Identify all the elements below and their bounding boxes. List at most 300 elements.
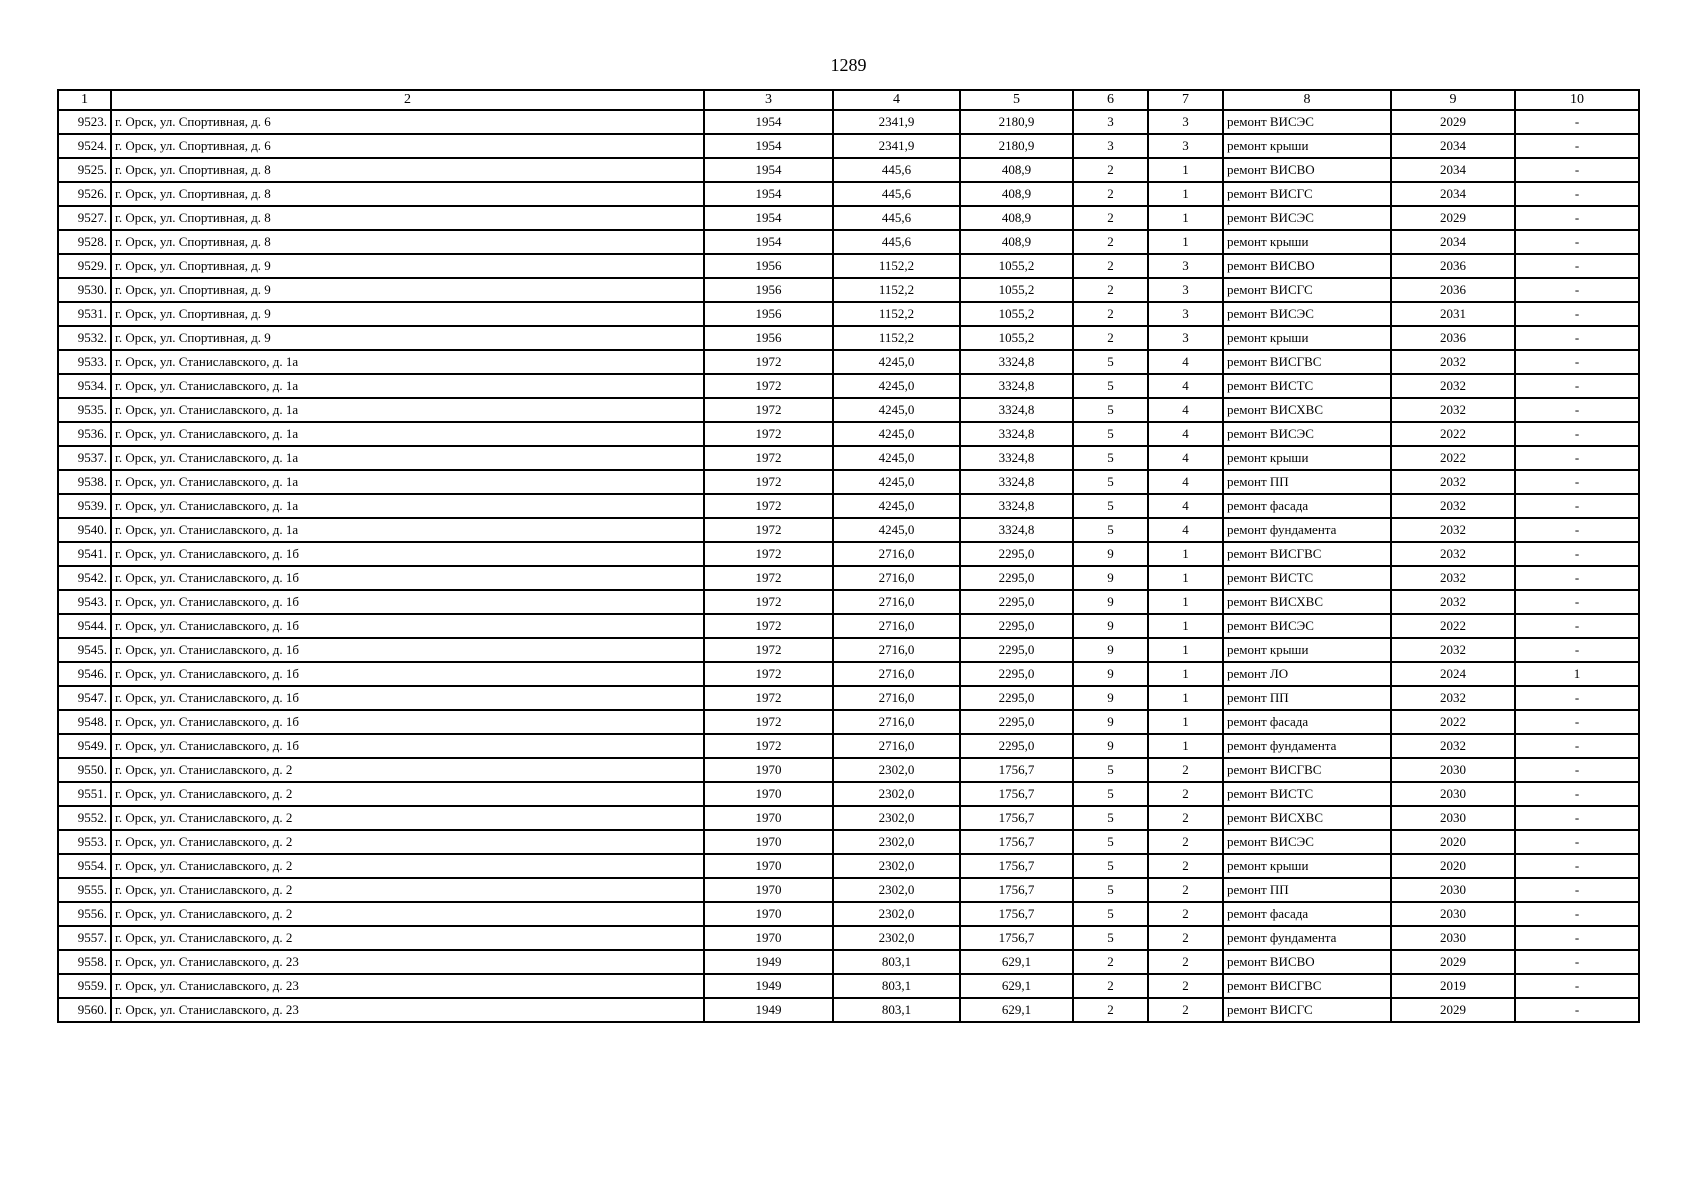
cell-planned-year: 2032 — [1391, 734, 1515, 758]
table-row — [58, 254, 1639, 278]
col-header-7: 7 — [1148, 90, 1223, 110]
table-row — [58, 542, 1639, 566]
table-row — [58, 398, 1639, 422]
cell-address: г. Орск, ул. Спортивная, д. 9 — [111, 326, 704, 350]
cell-living-area: 1055,2 — [960, 278, 1073, 302]
cell-floors: 5 — [1073, 374, 1148, 398]
cell-total-area: 4245,0 — [833, 518, 960, 542]
cell-planned-year: 2036 — [1391, 278, 1515, 302]
table-row — [58, 854, 1639, 878]
cell-living-area: 2295,0 — [960, 686, 1073, 710]
cell-planned-year: 2032 — [1391, 470, 1515, 494]
table-row — [58, 998, 1639, 1022]
cell-living-area: 408,9 — [960, 182, 1073, 206]
cell-address: г. Орск, ул. Станиславского, д. 2 — [111, 806, 704, 830]
cell-total-area: 2302,0 — [833, 926, 960, 950]
cell-year-built: 1956 — [704, 254, 833, 278]
cell-year-built: 1970 — [704, 830, 833, 854]
table-row — [58, 494, 1639, 518]
cell-work-type: ремонт ВИСГВС — [1223, 542, 1391, 566]
cell-address: г. Орск, ул. Станиславского, д. 1б — [111, 638, 704, 662]
cell-year-built: 1972 — [704, 686, 833, 710]
cell-col-10: - — [1515, 110, 1639, 134]
cell-address: г. Орск, ул. Станиславского, д. 2 — [111, 782, 704, 806]
cell-address: г. Орск, ул. Станиславского, д. 1а — [111, 446, 704, 470]
cell-work-type: ремонт ВИСТС — [1223, 566, 1391, 590]
cell-row-number: 9554. — [58, 854, 111, 878]
cell-col-10: - — [1515, 974, 1639, 998]
cell-planned-year: 2030 — [1391, 758, 1515, 782]
cell-year-built: 1970 — [704, 878, 833, 902]
col-header-3: 3 — [704, 90, 833, 110]
cell-address: г. Орск, ул. Станиславского, д. 1а — [111, 398, 704, 422]
cell-col-10: - — [1515, 134, 1639, 158]
table-row — [58, 350, 1639, 374]
table-row — [58, 686, 1639, 710]
cell-col-10: - — [1515, 494, 1639, 518]
cell-col-10: - — [1515, 902, 1639, 926]
cell-year-built: 1954 — [704, 206, 833, 230]
cell-year-built: 1972 — [704, 398, 833, 422]
cell-entrances: 2 — [1148, 806, 1223, 830]
cell-row-number: 9526. — [58, 182, 111, 206]
cell-row-number: 9533. — [58, 350, 111, 374]
cell-row-number: 9560. — [58, 998, 111, 1022]
cell-floors: 9 — [1073, 686, 1148, 710]
cell-planned-year: 2032 — [1391, 686, 1515, 710]
cell-floors: 5 — [1073, 782, 1148, 806]
cell-living-area: 3324,8 — [960, 350, 1073, 374]
cell-address: г. Орск, ул. Станиславского, д. 1а — [111, 422, 704, 446]
cell-planned-year: 2024 — [1391, 662, 1515, 686]
cell-total-area: 2302,0 — [833, 758, 960, 782]
cell-address: г. Орск, ул. Спортивная, д. 6 — [111, 110, 704, 134]
cell-planned-year: 2020 — [1391, 854, 1515, 878]
cell-work-type: ремонт крыши — [1223, 134, 1391, 158]
cell-address: г. Орск, ул. Спортивная, д. 9 — [111, 254, 704, 278]
cell-living-area: 2295,0 — [960, 662, 1073, 686]
header-row — [58, 90, 1639, 110]
cell-entrances: 1 — [1148, 566, 1223, 590]
cell-col-10: - — [1515, 638, 1639, 662]
cell-col-10: - — [1515, 566, 1639, 590]
cell-total-area: 1152,2 — [833, 254, 960, 278]
cell-row-number: 9528. — [58, 230, 111, 254]
cell-address: г. Орск, ул. Станиславского, д. 1б — [111, 662, 704, 686]
cell-work-type: ремонт ПП — [1223, 470, 1391, 494]
cell-total-area: 2302,0 — [833, 782, 960, 806]
cell-total-area: 4245,0 — [833, 494, 960, 518]
cell-planned-year: 2032 — [1391, 590, 1515, 614]
cell-row-number: 9550. — [58, 758, 111, 782]
cell-floors: 2 — [1073, 302, 1148, 326]
cell-address: г. Орск, ул. Спортивная, д. 9 — [111, 278, 704, 302]
cell-living-area: 2180,9 — [960, 110, 1073, 134]
cell-row-number: 9531. — [58, 302, 111, 326]
cell-row-number: 9536. — [58, 422, 111, 446]
table-row — [58, 518, 1639, 542]
cell-entrances: 4 — [1148, 374, 1223, 398]
cell-address: г. Орск, ул. Спортивная, д. 6 — [111, 134, 704, 158]
cell-address: г. Орск, ул. Спортивная, д. 8 — [111, 158, 704, 182]
cell-living-area: 629,1 — [960, 998, 1073, 1022]
cell-row-number: 9525. — [58, 158, 111, 182]
cell-planned-year: 2034 — [1391, 158, 1515, 182]
cell-living-area: 1756,7 — [960, 758, 1073, 782]
table-row — [58, 206, 1639, 230]
table-row — [58, 830, 1639, 854]
cell-work-type: ремонт ВИСГВС — [1223, 350, 1391, 374]
cell-living-area: 408,9 — [960, 230, 1073, 254]
cell-address: г. Орск, ул. Станиславского, д. 1б — [111, 590, 704, 614]
cell-planned-year: 2032 — [1391, 566, 1515, 590]
cell-work-type: ремонт фасада — [1223, 902, 1391, 926]
cell-floors: 2 — [1073, 158, 1148, 182]
cell-living-area: 1756,7 — [960, 806, 1073, 830]
cell-row-number: 9539. — [58, 494, 111, 518]
cell-planned-year: 2034 — [1391, 182, 1515, 206]
cell-total-area: 2716,0 — [833, 662, 960, 686]
cell-total-area: 2302,0 — [833, 830, 960, 854]
cell-row-number: 9524. — [58, 134, 111, 158]
cell-entrances: 2 — [1148, 926, 1223, 950]
cell-total-area: 1152,2 — [833, 326, 960, 350]
cell-work-type: ремонт ВИСЭС — [1223, 830, 1391, 854]
cell-year-built: 1954 — [704, 110, 833, 134]
cell-entrances: 4 — [1148, 350, 1223, 374]
cell-row-number: 9551. — [58, 782, 111, 806]
cell-total-area: 1152,2 — [833, 302, 960, 326]
cell-address: г. Орск, ул. Станиславского, д. 1а — [111, 350, 704, 374]
cell-planned-year: 2032 — [1391, 638, 1515, 662]
cell-entrances: 1 — [1148, 542, 1223, 566]
cell-living-area: 3324,8 — [960, 422, 1073, 446]
cell-address: г. Орск, ул. Станиславского, д. 1а — [111, 518, 704, 542]
cell-col-10: - — [1515, 398, 1639, 422]
cell-work-type: ремонт ВИСТС — [1223, 782, 1391, 806]
col-header-4: 4 — [833, 90, 960, 110]
cell-entrances: 2 — [1148, 758, 1223, 782]
cell-year-built: 1970 — [704, 854, 833, 878]
cell-floors: 2 — [1073, 254, 1148, 278]
table-row — [58, 638, 1639, 662]
table-row — [58, 734, 1639, 758]
cell-col-10: - — [1515, 518, 1639, 542]
cell-floors: 2 — [1073, 206, 1148, 230]
cell-planned-year: 2030 — [1391, 902, 1515, 926]
cell-col-10: - — [1515, 542, 1639, 566]
cell-floors: 5 — [1073, 398, 1148, 422]
cell-living-area: 1055,2 — [960, 326, 1073, 350]
cell-entrances: 1 — [1148, 686, 1223, 710]
cell-address: г. Орск, ул. Станиславского, д. 1б — [111, 686, 704, 710]
cell-address: г. Орск, ул. Станиславского, д. 2 — [111, 902, 704, 926]
cell-floors: 5 — [1073, 470, 1148, 494]
cell-total-area: 445,6 — [833, 206, 960, 230]
table-row — [58, 374, 1639, 398]
table-row — [58, 782, 1639, 806]
cell-col-10: - — [1515, 254, 1639, 278]
cell-year-built: 1970 — [704, 782, 833, 806]
cell-entrances: 1 — [1148, 710, 1223, 734]
cell-floors: 5 — [1073, 806, 1148, 830]
cell-entrances: 2 — [1148, 902, 1223, 926]
cell-year-built: 1972 — [704, 350, 833, 374]
cell-work-type: ремонт ВИСЭС — [1223, 422, 1391, 446]
cell-row-number: 9537. — [58, 446, 111, 470]
cell-floors: 2 — [1073, 998, 1148, 1022]
table-row — [58, 110, 1639, 134]
cell-row-number: 9558. — [58, 950, 111, 974]
cell-address: г. Орск, ул. Спортивная, д. 9 — [111, 302, 704, 326]
cell-year-built: 1972 — [704, 638, 833, 662]
cell-work-type: ремонт ЛО — [1223, 662, 1391, 686]
cell-year-built: 1954 — [704, 182, 833, 206]
cell-total-area: 4245,0 — [833, 446, 960, 470]
cell-entrances: 3 — [1148, 302, 1223, 326]
cell-total-area: 2302,0 — [833, 806, 960, 830]
cell-living-area: 3324,8 — [960, 518, 1073, 542]
cell-living-area: 1055,2 — [960, 254, 1073, 278]
table-row — [58, 662, 1639, 686]
cell-living-area: 3324,8 — [960, 446, 1073, 470]
cell-planned-year: 2022 — [1391, 446, 1515, 470]
cell-entrances: 1 — [1148, 182, 1223, 206]
cell-row-number: 9527. — [58, 206, 111, 230]
cell-entrances: 4 — [1148, 422, 1223, 446]
cell-address: г. Орск, ул. Станиславского, д. 1б — [111, 710, 704, 734]
table-row — [58, 566, 1639, 590]
cell-entrances: 3 — [1148, 110, 1223, 134]
cell-address: г. Орск, ул. Станиславского, д. 1б — [111, 734, 704, 758]
cell-col-10: - — [1515, 206, 1639, 230]
table-row — [58, 614, 1639, 638]
cell-total-area: 2716,0 — [833, 686, 960, 710]
cell-floors: 5 — [1073, 878, 1148, 902]
cell-entrances: 1 — [1148, 230, 1223, 254]
cell-planned-year: 2030 — [1391, 878, 1515, 902]
cell-planned-year: 2029 — [1391, 206, 1515, 230]
cell-entrances: 4 — [1148, 398, 1223, 422]
table-row — [58, 590, 1639, 614]
cell-address: г. Орск, ул. Станиславского, д. 1а — [111, 494, 704, 518]
cell-col-10: - — [1515, 326, 1639, 350]
cell-year-built: 1970 — [704, 926, 833, 950]
cell-row-number: 9556. — [58, 902, 111, 926]
cell-address: г. Орск, ул. Станиславского, д. 1б — [111, 542, 704, 566]
cell-address: г. Орск, ул. Станиславского, д. 23 — [111, 974, 704, 998]
cell-floors: 5 — [1073, 854, 1148, 878]
cell-total-area: 4245,0 — [833, 422, 960, 446]
cell-col-10: 1 — [1515, 662, 1639, 686]
cell-floors: 9 — [1073, 590, 1148, 614]
cell-floors: 9 — [1073, 614, 1148, 638]
cell-entrances: 4 — [1148, 470, 1223, 494]
cell-year-built: 1949 — [704, 998, 833, 1022]
table-body — [58, 110, 1639, 1022]
cell-living-area: 2295,0 — [960, 638, 1073, 662]
cell-total-area: 445,6 — [833, 182, 960, 206]
cell-col-10: - — [1515, 710, 1639, 734]
cell-planned-year: 2022 — [1391, 710, 1515, 734]
table-row — [58, 158, 1639, 182]
cell-row-number: 9532. — [58, 326, 111, 350]
cell-total-area: 4245,0 — [833, 374, 960, 398]
cell-entrances: 1 — [1148, 734, 1223, 758]
page-number: 1289 — [830, 55, 867, 75]
cell-entrances: 1 — [1148, 590, 1223, 614]
cell-address: г. Орск, ул. Станиславского, д. 2 — [111, 758, 704, 782]
cell-col-10: - — [1515, 374, 1639, 398]
cell-work-type: ремонт ВИСХВС — [1223, 398, 1391, 422]
cell-total-area: 1152,2 — [833, 278, 960, 302]
cell-year-built: 1956 — [704, 302, 833, 326]
cell-year-built: 1949 — [704, 974, 833, 998]
cell-floors: 2 — [1073, 230, 1148, 254]
cell-year-built: 1972 — [704, 710, 833, 734]
cell-entrances: 2 — [1148, 782, 1223, 806]
cell-entrances: 3 — [1148, 254, 1223, 278]
cell-entrances: 1 — [1148, 614, 1223, 638]
cell-col-10: - — [1515, 806, 1639, 830]
cell-year-built: 1970 — [704, 806, 833, 830]
cell-year-built: 1954 — [704, 230, 833, 254]
cell-address: г. Орск, ул. Спортивная, д. 8 — [111, 206, 704, 230]
table-row — [58, 878, 1639, 902]
cell-floors: 2 — [1073, 974, 1148, 998]
col-header-8: 8 — [1223, 90, 1391, 110]
cell-planned-year: 2022 — [1391, 614, 1515, 638]
cell-entrances: 4 — [1148, 518, 1223, 542]
cell-row-number: 9555. — [58, 878, 111, 902]
cell-work-type: ремонт ВИСЭС — [1223, 614, 1391, 638]
cell-year-built: 1972 — [704, 662, 833, 686]
cell-work-type: ремонт ВИСТС — [1223, 374, 1391, 398]
cell-address: г. Орск, ул. Станиславского, д. 2 — [111, 854, 704, 878]
cell-living-area: 1756,7 — [960, 878, 1073, 902]
cell-planned-year: 2030 — [1391, 806, 1515, 830]
cell-row-number: 9547. — [58, 686, 111, 710]
cell-entrances: 2 — [1148, 998, 1223, 1022]
cell-work-type: ремонт ВИСХВС — [1223, 806, 1391, 830]
cell-entrances: 3 — [1148, 134, 1223, 158]
cell-col-10: - — [1515, 158, 1639, 182]
cell-row-number: 9540. — [58, 518, 111, 542]
table-row — [58, 446, 1639, 470]
cell-work-type: ремонт ВИСВО — [1223, 158, 1391, 182]
cell-work-type: ремонт фундамента — [1223, 926, 1391, 950]
cell-total-area: 4245,0 — [833, 470, 960, 494]
cell-floors: 2 — [1073, 326, 1148, 350]
cell-work-type: ремонт ВИСЭС — [1223, 302, 1391, 326]
cell-col-10: - — [1515, 734, 1639, 758]
cell-row-number: 9545. — [58, 638, 111, 662]
cell-total-area: 803,1 — [833, 998, 960, 1022]
cell-row-number: 9548. — [58, 710, 111, 734]
cell-floors: 9 — [1073, 566, 1148, 590]
cell-col-10: - — [1515, 470, 1639, 494]
cell-row-number: 9530. — [58, 278, 111, 302]
cell-year-built: 1954 — [704, 158, 833, 182]
cell-year-built: 1954 — [704, 134, 833, 158]
cell-total-area: 4245,0 — [833, 398, 960, 422]
cell-year-built: 1972 — [704, 734, 833, 758]
cell-entrances: 1 — [1148, 206, 1223, 230]
cell-planned-year: 2030 — [1391, 782, 1515, 806]
cell-work-type: ремонт ВИСГС — [1223, 998, 1391, 1022]
cell-entrances: 1 — [1148, 638, 1223, 662]
registry-table — [57, 89, 1640, 1023]
table-row — [58, 302, 1639, 326]
col-header-1: 1 — [58, 90, 111, 110]
col-header-5: 5 — [960, 90, 1073, 110]
cell-row-number: 9542. — [58, 566, 111, 590]
cell-work-type: ремонт ВИСГС — [1223, 278, 1391, 302]
cell-year-built: 1972 — [704, 494, 833, 518]
cell-col-10: - — [1515, 686, 1639, 710]
cell-col-10: - — [1515, 830, 1639, 854]
cell-living-area: 2295,0 — [960, 566, 1073, 590]
cell-planned-year: 2036 — [1391, 326, 1515, 350]
cell-entrances: 4 — [1148, 494, 1223, 518]
cell-col-10: - — [1515, 782, 1639, 806]
cell-planned-year: 2031 — [1391, 302, 1515, 326]
cell-col-10: - — [1515, 446, 1639, 470]
cell-entrances: 2 — [1148, 878, 1223, 902]
table-row — [58, 134, 1639, 158]
cell-work-type: ремонт ВИСГС — [1223, 182, 1391, 206]
cell-year-built: 1970 — [704, 758, 833, 782]
cell-total-area: 2341,9 — [833, 110, 960, 134]
cell-address: г. Орск, ул. Станиславского, д. 2 — [111, 926, 704, 950]
cell-living-area: 1756,7 — [960, 926, 1073, 950]
cell-col-10: - — [1515, 926, 1639, 950]
cell-floors: 9 — [1073, 638, 1148, 662]
table-row — [58, 278, 1639, 302]
cell-work-type: ремонт ВИСГВС — [1223, 758, 1391, 782]
cell-address: г. Орск, ул. Станиславского, д. 2 — [111, 830, 704, 854]
cell-planned-year: 2019 — [1391, 974, 1515, 998]
table-row — [58, 926, 1639, 950]
cell-work-type: ремонт фасада — [1223, 494, 1391, 518]
cell-floors: 5 — [1073, 494, 1148, 518]
cell-row-number: 9549. — [58, 734, 111, 758]
cell-floors: 9 — [1073, 710, 1148, 734]
cell-work-type: ремонт крыши — [1223, 230, 1391, 254]
cell-entrances: 2 — [1148, 950, 1223, 974]
cell-living-area: 2295,0 — [960, 590, 1073, 614]
cell-planned-year: 2032 — [1391, 350, 1515, 374]
cell-work-type: ремонт крыши — [1223, 638, 1391, 662]
cell-col-10: - — [1515, 278, 1639, 302]
cell-floors: 2 — [1073, 182, 1148, 206]
cell-living-area: 3324,8 — [960, 470, 1073, 494]
cell-work-type: ремонт ВИСВО — [1223, 254, 1391, 278]
cell-work-type: ремонт ПП — [1223, 686, 1391, 710]
col-header-2: 2 — [111, 90, 704, 110]
cell-total-area: 2716,0 — [833, 710, 960, 734]
cell-work-type: ремонт ПП — [1223, 878, 1391, 902]
cell-entrances: 2 — [1148, 854, 1223, 878]
cell-floors: 5 — [1073, 830, 1148, 854]
table-row — [58, 806, 1639, 830]
col-header-6: 6 — [1073, 90, 1148, 110]
cell-living-area: 3324,8 — [960, 398, 1073, 422]
cell-year-built: 1949 — [704, 950, 833, 974]
cell-row-number: 9543. — [58, 590, 111, 614]
cell-col-10: - — [1515, 854, 1639, 878]
cell-year-built: 1972 — [704, 518, 833, 542]
